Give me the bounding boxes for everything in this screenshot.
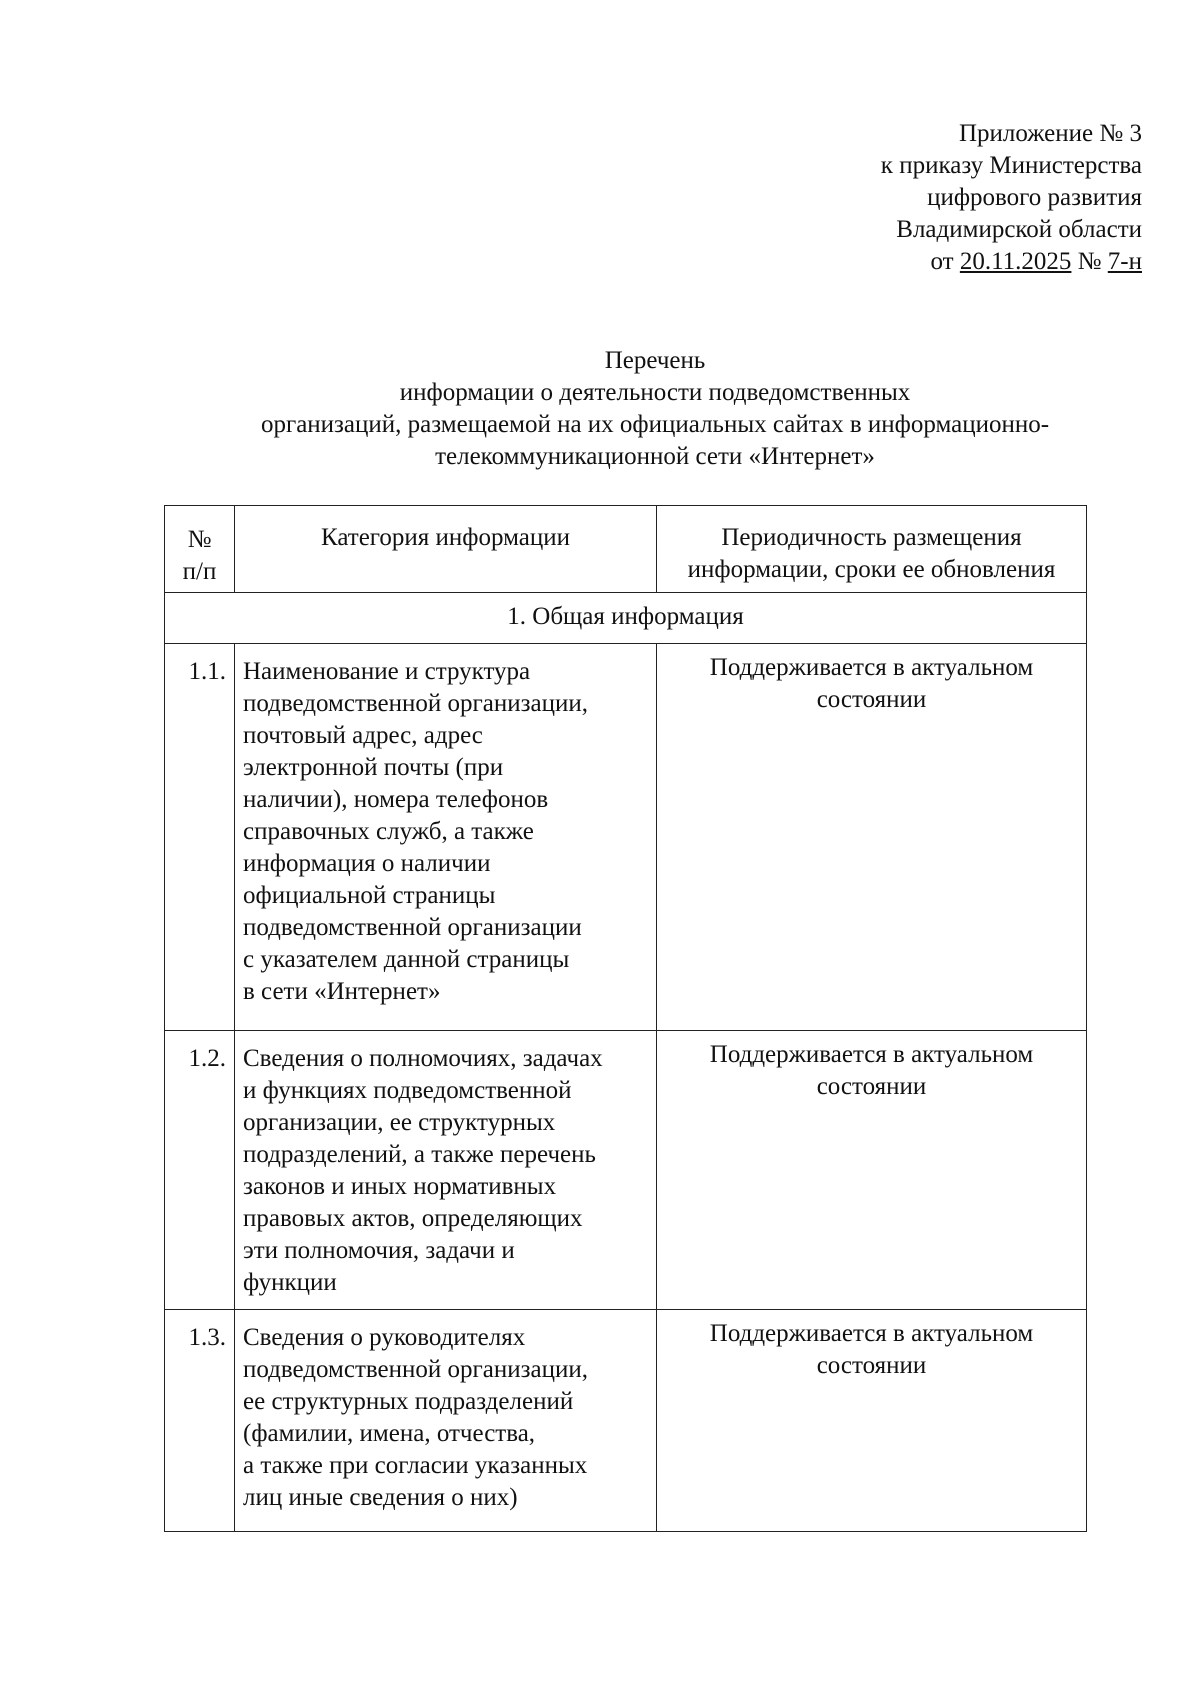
title-line: Перечень bbox=[604, 347, 706, 374]
date-prefix: от bbox=[930, 248, 954, 275]
row-periodicity: Поддерживается в актуальном состоянии bbox=[657, 644, 1087, 1031]
order-date: 20.11.2025 bbox=[959, 248, 1072, 275]
row-number: 1.3. bbox=[165, 1310, 235, 1532]
header-category: Категория информации bbox=[235, 506, 657, 593]
appendix-header bbox=[881, 118, 1142, 278]
row-periodicity: Поддерживается в актуальном состоянии bbox=[657, 1031, 1087, 1310]
table-row bbox=[165, 644, 1087, 1031]
appendix-line: Владимирской области bbox=[896, 216, 1142, 243]
appendix-line: к приказу Министерства bbox=[880, 152, 1142, 179]
number-prefix: № bbox=[1077, 248, 1102, 275]
title-line: информации о деятельности подведомственных bbox=[399, 379, 911, 406]
document-title bbox=[160, 345, 1150, 473]
section-title: 1. Общая информация bbox=[165, 593, 1087, 644]
row-category: Сведения о руководителях подведомственной организации, ее структурных подразделений (фамилии, имена, отчества, а также при согласии указанных лиц иные сведения о них) bbox=[235, 1310, 657, 1532]
row-category: Сведения о полномочиях, задачах и функциях подведомственной организации, ее структурных подразделений, а также перечень законов и иных нормативных правовых актов, определяющих эти полномочия, задачи и функции bbox=[235, 1031, 657, 1310]
header-number: № п/п bbox=[165, 506, 235, 593]
table-row bbox=[165, 1310, 1087, 1532]
row-periodicity: Поддерживается в актуальном состоянии bbox=[657, 1310, 1087, 1532]
order-number: 7-н bbox=[1107, 248, 1142, 275]
appendix-line: Приложение № 3 bbox=[958, 120, 1142, 147]
row-number: 1.1. bbox=[165, 644, 235, 1031]
section-row bbox=[165, 593, 1087, 644]
table-row bbox=[165, 1031, 1087, 1310]
title-line: организаций, размещаемой на их официальных сайтах в информационно- bbox=[260, 411, 1050, 438]
title-line: телекоммуникационной сети «Интернет» bbox=[435, 443, 875, 470]
row-number: 1.2. bbox=[165, 1031, 235, 1310]
row-category: Наименование и структура подведомственной организации, почтовый адрес, адрес электронной почты (при наличии), номера телефонов справочных служб, а также информация о наличии официальной страницы подведомственной организации с указателем данной страницы в сети «Интернет» bbox=[235, 644, 657, 1031]
information-table bbox=[164, 505, 1087, 1532]
appendix-line: цифрового развития bbox=[927, 184, 1142, 211]
appendix-order-line bbox=[881, 246, 1142, 278]
header-periodicity: Периодичность размещения информации, сроки ее обновления bbox=[657, 506, 1087, 593]
table-header-row bbox=[165, 506, 1087, 593]
